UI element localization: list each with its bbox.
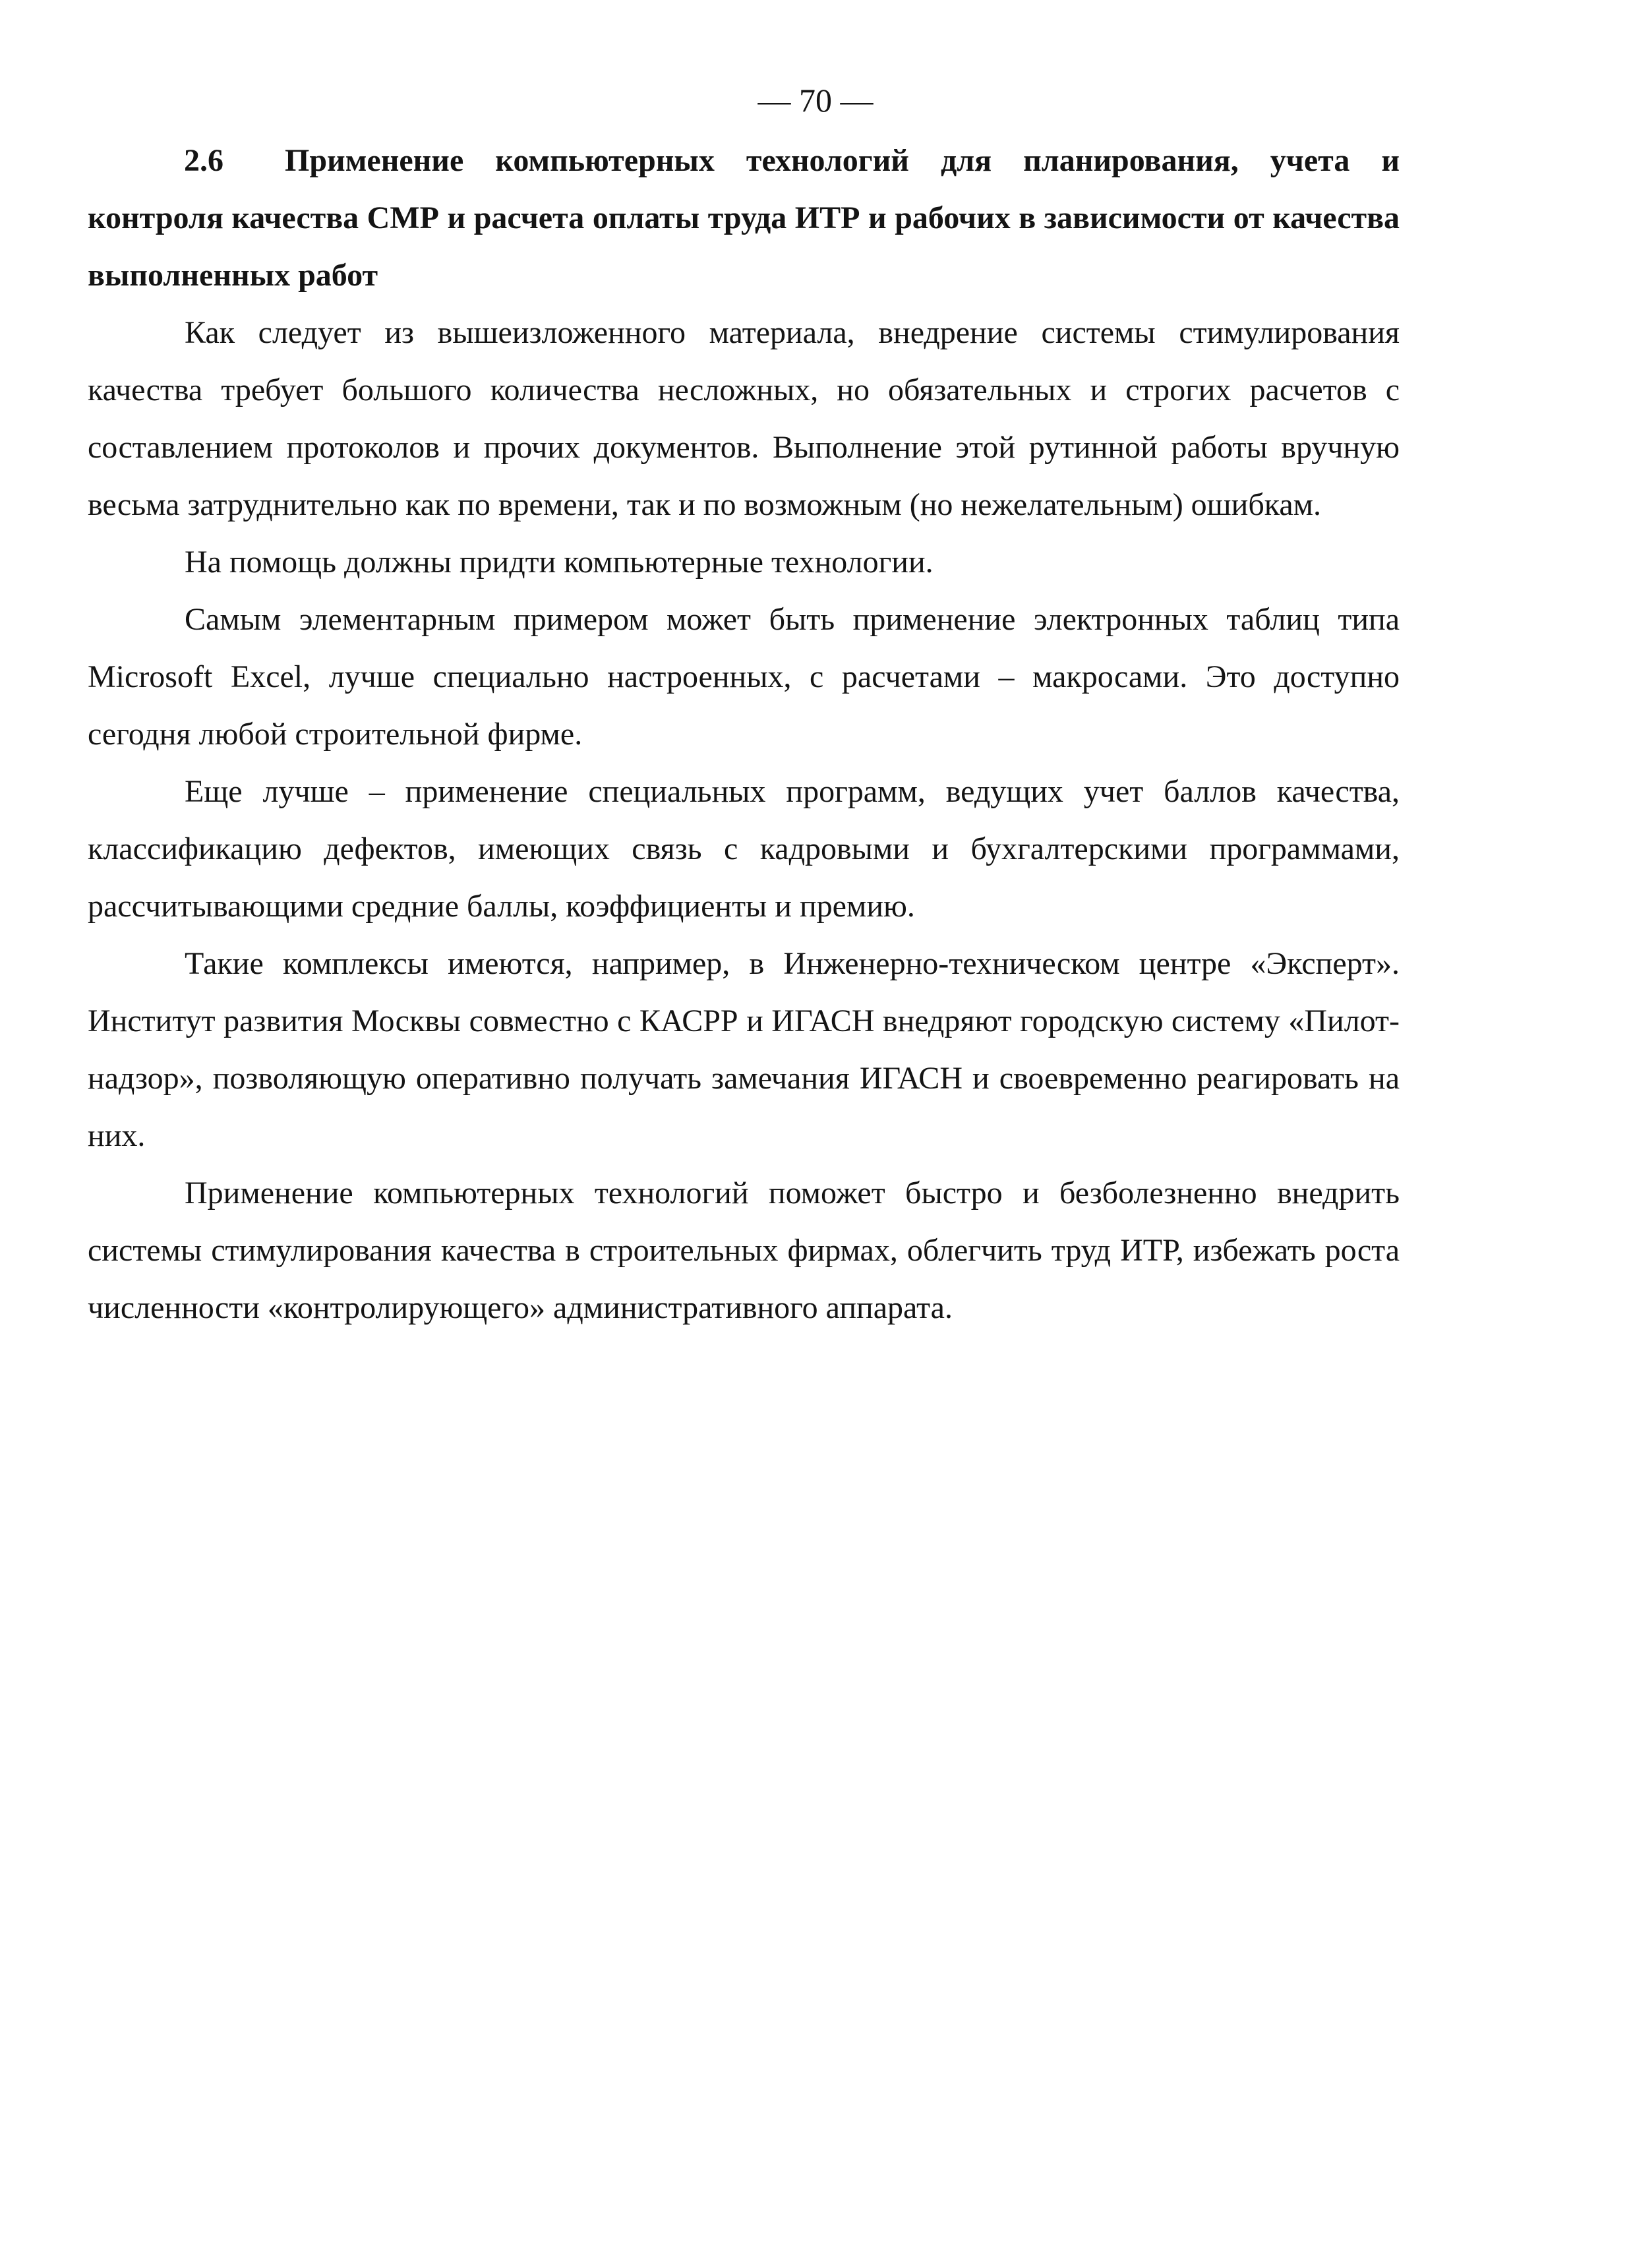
paragraph-6: Применение компьютерных технологий поможет быстро и безболезненно внедрить системы стимулирования качества в строительных фирмах, облегчить труд ИТР, избежать роста численности «контролирующего» административного аппарата.: [88, 1176, 1400, 1325]
page-number: — 70 —: [757, 82, 874, 119]
paragraph-2: На помощь должны придти компьютерные технологии.: [185, 545, 934, 580]
paragraph-4: Еще лучше – применение специальных программ, ведущих учет баллов качества, классификацию дефектов, имеющих связь с кадровыми и бухгалтерскими программами, рассчитывающими средние баллы, коэффициенты и премию.: [88, 774, 1400, 924]
section-title: Применение компьютерных технологий для планирования, учета и контроля качества СМР и расчета оплаты труда ИТР и рабочих в зависимости от качества выполненных работ: [88, 143, 1400, 293]
section-heading: [88, 132, 1400, 304]
section-number: 2.6: [184, 143, 223, 178]
document-body: [88, 132, 1400, 1336]
paragraph-3: Самым элементарным примером может быть применение электронных таблиц типа Microsoft Excel, лучше специально настроенных, с расчетами – макросами. Это доступно сегодня любой строительной фирме.: [88, 602, 1400, 752]
paragraph-1: Как следует из вышеизложенного материала, внедрение системы стимулирования качества требует большого количества несложных, но обязательных и строгих расчетов с составлением протоколов и прочих документов. Выполнение этой рутинной работы вручную весьма затруднительно как по времени, так и по возможным (но нежелательным) ошибкам.: [88, 315, 1400, 522]
paragraph-5: Такие комплексы имеются, например, в Инженерно-техническом центре «Эксперт». Институт развития Москвы совместно с КАСРР и ИГАСН внедряют городскую систему «Пилот-надзор», позволяющую оперативно получать замечания ИГАСН и своевременно реагировать на них.: [88, 946, 1400, 1153]
